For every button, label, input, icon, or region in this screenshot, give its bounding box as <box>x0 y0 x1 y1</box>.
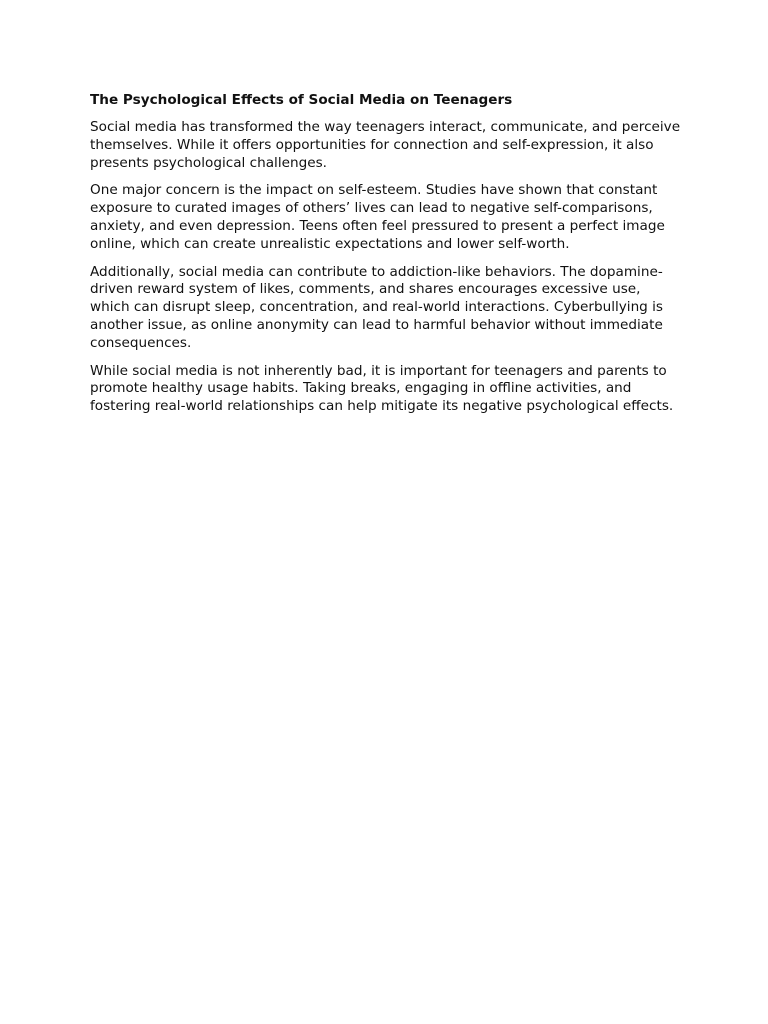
paragraph-conclusion: While social media is not inherently bad, it is important for teenagers and parents to promote healthy usage habits. Taking breaks, engaging in offline activities, and fostering real-world relationships can help mitigate its negative psychological effects. <box>90 362 674 415</box>
document-title: The Psychological Effects of Social Media on Teenagers <box>90 92 513 108</box>
paragraph-self-esteem: One major concern is the impact on self-esteem. Studies have shown that constant exposure to curated images of others’ lives can lead to negative self-comparisons, anxiety, and even depression. Teens often feel pressured to present a perfect image online, which can create unrealistic expectations and lower self-worth. <box>90 182 665 252</box>
paragraph-intro: Social media has transformed the way teenagers interact, communicate, and perceive themselves. While it offers opportunities for connection and self-expression, it also presents psychological challenges. <box>90 119 681 171</box>
paragraph-addiction: Additionally, social media can contribute to addiction-like behaviors. The dopamine-driven reward system of likes, comments, and shares encourages excessive use, which can disrupt sleep, concentration, and real-world interactions. Cyberbullying is another issue, as online anonymity can lead to harmful behavior without immediate consequences. <box>90 263 663 351</box>
document-body <box>90 91 682 426</box>
